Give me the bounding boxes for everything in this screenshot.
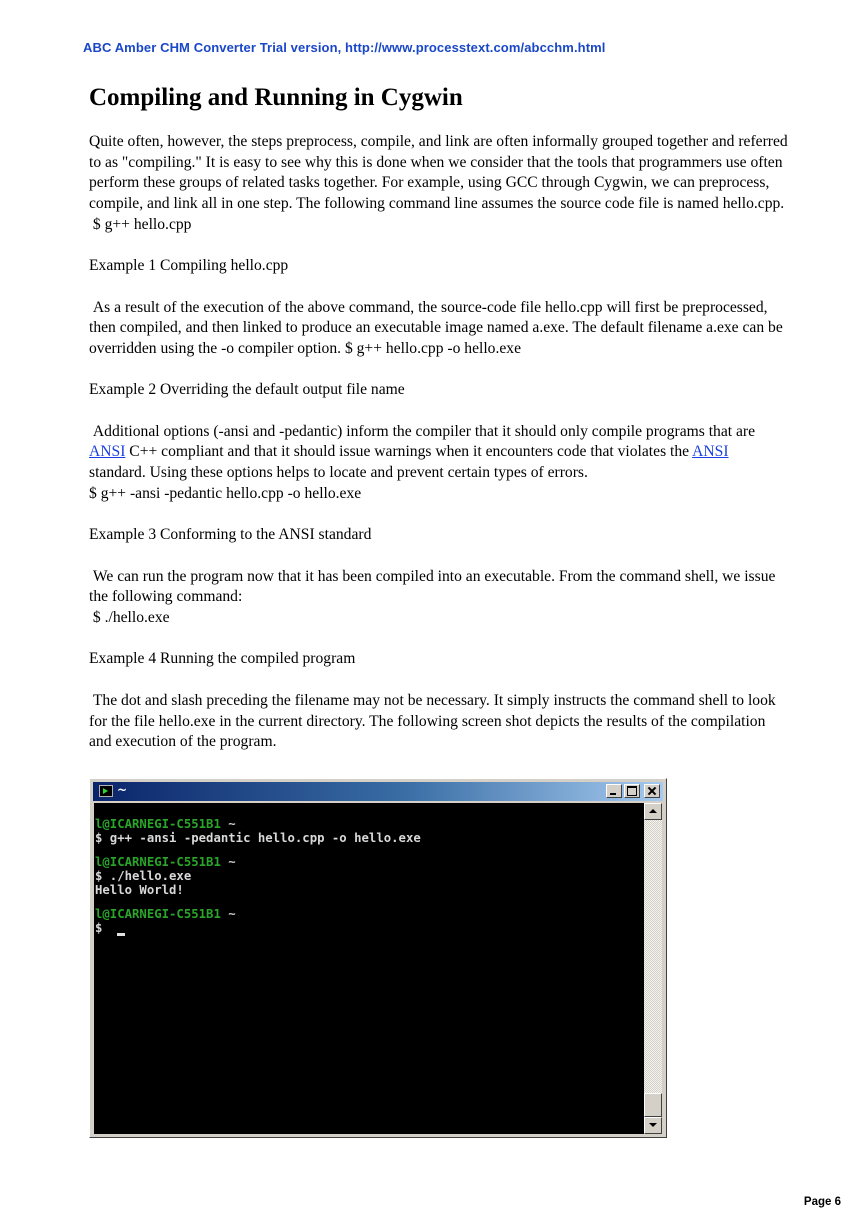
article-body bbox=[89, 132, 789, 753]
command-example-1: $ g++ hello.cpp bbox=[89, 215, 192, 233]
prompt-host: l@ICARNEGI-C551B1 bbox=[95, 855, 221, 869]
terminal-prompt-line bbox=[95, 817, 236, 831]
command-example-3: $ g++ -ansi -pedantic hello.cpp -o hello.exe bbox=[89, 484, 362, 502]
terminal-window-title: ~ bbox=[117, 783, 128, 797]
terminal-icon bbox=[99, 785, 113, 797]
scroll-down-icon[interactable] bbox=[644, 1117, 662, 1134]
scrollbar-thumb[interactable] bbox=[644, 1093, 662, 1117]
terminal-cursor bbox=[117, 933, 125, 936]
paragraph-dot-slash: The dot and slash preceding the filename may not be necessary. It simply instructs the command shell to look for the file hello.exe in the current directory. The following screen shot depicts the results of the compilation and execution of the program. bbox=[89, 691, 780, 751]
minimize-icon[interactable] bbox=[606, 784, 622, 798]
terminal-current-prompt: $ bbox=[95, 921, 103, 935]
maximize-icon[interactable] bbox=[624, 784, 640, 798]
close-icon[interactable] bbox=[644, 784, 660, 798]
example-caption-3: Example 3 Conforming to the ANSI standard bbox=[89, 526, 372, 544]
ansi-text-3: standard. Using these options helps to locate and prevent certain types of errors. bbox=[89, 443, 733, 482]
ansi-link-1[interactable]: ANSI bbox=[89, 443, 126, 461]
prompt-dir: ~ bbox=[228, 907, 236, 921]
paragraph-intro: Quite often, however, the steps preprocess, compile, and link are often informally grouped together and referred to as "compiling." It is easy to see why this is done when we consider that the tools that programmers use often perform these groups of related tasks together. For example, using GCC through Cygwin, we can preprocess, compile, and link all in one step. The following command line assumes the source code file is named hello.cpp. bbox=[89, 133, 788, 213]
page-number: Page 6 bbox=[803, 1196, 841, 1208]
page-title: Compiling and Running in Cygwin bbox=[89, 84, 463, 111]
prompt-dir: ~ bbox=[228, 855, 236, 869]
terminal-output-line: Hello World! bbox=[95, 883, 184, 897]
terminal-command-line: $ g++ -ansi -pedantic hello.cpp -o hello.exe bbox=[95, 831, 421, 845]
terminal-screenshot bbox=[89, 778, 667, 1138]
terminal-prompt-line bbox=[95, 907, 236, 921]
prompt-host: l@ICARNEGI-C551B1 bbox=[95, 907, 221, 921]
terminal-titlebar[interactable] bbox=[93, 782, 663, 801]
prompt-host: l@ICARNEGI-C551B1 bbox=[95, 817, 221, 831]
paragraph-ansi bbox=[89, 422, 789, 484]
terminal-scrollbar[interactable] bbox=[644, 803, 662, 1134]
terminal-screen[interactable] bbox=[94, 803, 644, 1134]
terminal-prompt-line bbox=[95, 855, 236, 869]
paragraph-run: We can run the program now that it has been compiled into an executable. From the command shell, we issue the following command: bbox=[89, 567, 780, 606]
paragraph-output-name: As a result of the execution of the above command, the source-code file hello.cpp will first be preprocessed, then compiled, and then linked to produce an executable image named a.exe. The default filename a.exe can be overridden using the -o compiler option. $ g++ hello.cpp -o hello.exe bbox=[89, 298, 787, 357]
ansi-link-2[interactable]: ANSI bbox=[692, 443, 729, 461]
terminal-command-line: $ ./hello.exe bbox=[95, 869, 192, 883]
example-caption-1: Example 1 Compiling hello.cpp bbox=[89, 257, 289, 275]
ansi-text-1: Additional options (-ansi and -pedantic) inform the compiler that it should only compile programs that are bbox=[89, 422, 759, 440]
ansi-text-2: C++ compliant and that it should issue warnings when it encounters code that violates the bbox=[125, 443, 693, 461]
trial-notice: ABC Amber CHM Converter Trial version, http://www.processtext.com/abcchm.html bbox=[83, 40, 606, 55]
prompt-dir: ~ bbox=[228, 817, 236, 831]
example-caption-2: Example 2 Overriding the default output file name bbox=[89, 381, 405, 399]
example-caption-4: Example 4 Running the compiled program bbox=[89, 650, 356, 668]
scroll-up-icon[interactable] bbox=[644, 803, 662, 820]
command-example-4: $ ./hello.exe bbox=[89, 609, 170, 627]
